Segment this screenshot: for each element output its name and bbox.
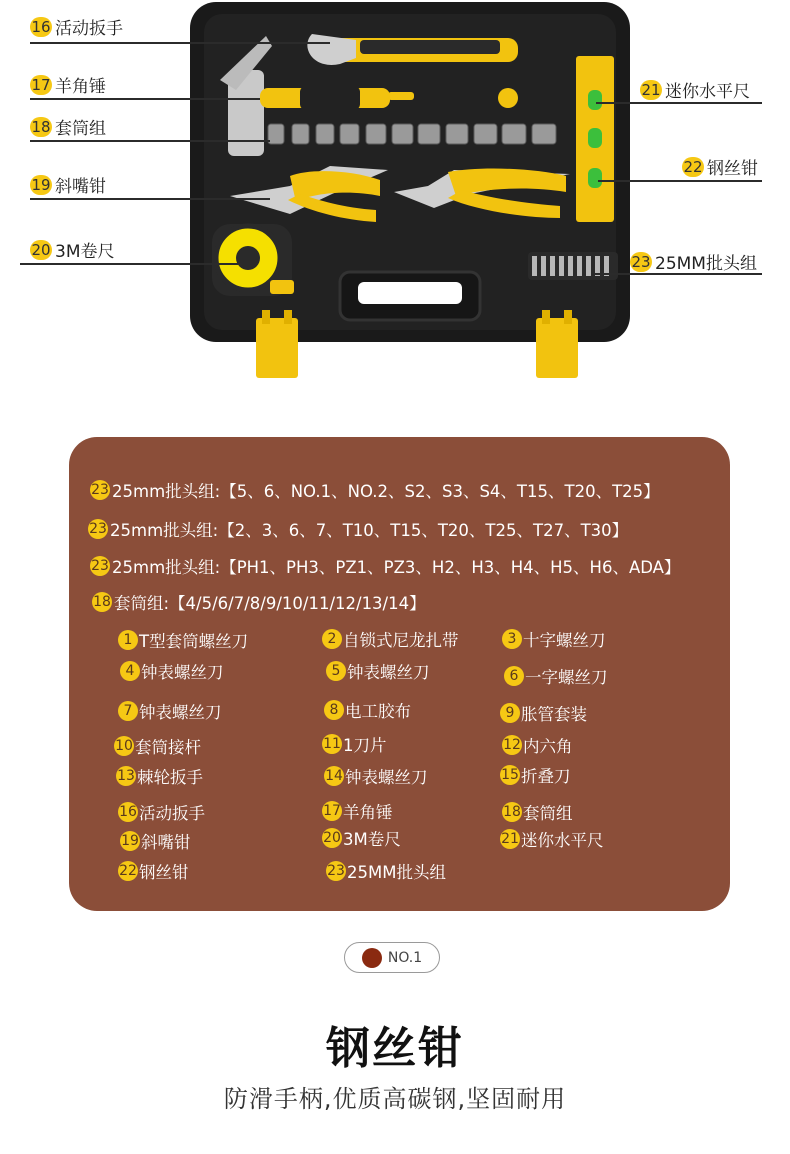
number-badge: 21: [641, 80, 661, 99]
item-label: T型套筒螺丝刀: [139, 632, 249, 651]
list-item: [114, 734, 201, 758]
item-label: 内六角: [523, 737, 573, 756]
number-badge: 2: [322, 629, 342, 649]
callout-mini-level: [640, 77, 750, 102]
item-label: 胀管套装: [521, 705, 587, 724]
spec-row: [90, 554, 680, 578]
list-item: [322, 732, 387, 756]
list-item: [324, 764, 428, 788]
list-item: [500, 701, 587, 725]
callout-bit-set: [630, 249, 757, 274]
item-label: 钟表螺丝刀: [345, 768, 428, 787]
callout-label: 钢丝钳: [707, 159, 758, 179]
item-label: 迷你水平尺: [521, 831, 604, 850]
number-badge: 23: [91, 482, 109, 498]
spec-row: [90, 478, 660, 502]
item-label: 斜嘴钳: [141, 833, 191, 852]
item-label: 25MM批头组: [347, 863, 446, 882]
number-badge: 13: [117, 768, 135, 784]
callout-wire-pliers: [682, 154, 758, 179]
spec-text: 25mm批头组:【5、6、NO.1、NO.2、S2、S3、S4、T15、T20、T25】: [112, 482, 660, 501]
callout-line: [30, 198, 270, 200]
item-label: 钟表螺丝刀: [139, 703, 222, 722]
callout-label: 迷你水平尺: [665, 82, 750, 102]
list-item: [502, 627, 606, 651]
callout-line: [30, 140, 270, 142]
number-badge: 14: [325, 768, 343, 784]
number-badge: 8: [324, 700, 344, 720]
list-item: [500, 827, 604, 851]
number-badge: 20: [323, 830, 341, 846]
list-item: [118, 699, 222, 723]
callout-label: 羊角锤: [55, 77, 106, 97]
number-badge: 7: [118, 701, 138, 721]
product-number-badge: [344, 942, 440, 973]
list-item: [500, 763, 571, 787]
callout-socket-set: [30, 114, 106, 139]
number-badge: 23: [91, 558, 109, 574]
item-label: 羊角锤: [343, 803, 393, 822]
callout-diagonal-pliers: [30, 172, 106, 197]
number-badge: 16: [119, 804, 137, 820]
number-badge: 19: [31, 175, 51, 194]
list-item: [120, 659, 224, 683]
item-label: 套筒组: [523, 804, 573, 823]
spec-text: 套筒组:【4/5/6/7/8/9/10/11/12/13/14】: [114, 594, 426, 613]
item-label: 电工胶布: [345, 702, 411, 721]
number-badge: 17: [323, 803, 341, 819]
spec-row: [88, 517, 628, 541]
list-item: [118, 628, 248, 652]
list-item: [120, 829, 191, 853]
list-item: [502, 800, 573, 824]
item-label: 钟表螺丝刀: [141, 663, 224, 682]
callout-label: 套筒组: [55, 119, 106, 139]
item-label: 套筒接杆: [135, 738, 201, 757]
callout-label: 活动扳手: [55, 19, 123, 39]
item-label: 钟表螺丝刀: [347, 663, 430, 682]
item-label: 自锁式尼龙扎带: [343, 631, 459, 650]
product-subtitle: 防滑手柄,优质高碳钢,坚固耐用: [223, 1085, 567, 1113]
number-badge: 4: [120, 661, 140, 681]
item-label: 一字螺丝刀: [525, 668, 608, 687]
list-item: [502, 733, 573, 757]
item-label: 折叠刀: [521, 767, 571, 786]
number-badge: 22: [683, 157, 703, 176]
number-badge: 15: [501, 767, 519, 783]
callout-line: [598, 180, 762, 182]
list-item: [322, 826, 401, 850]
callout-line: [596, 102, 762, 104]
item-label: 活动扳手: [139, 804, 205, 823]
list-item: [322, 799, 393, 823]
list-item: [326, 859, 446, 883]
number-badge: 18: [31, 117, 51, 136]
callout-line: [30, 98, 260, 100]
item-label: 钢丝钳: [139, 863, 189, 882]
spec-text: 25mm批头组:【2、3、6、7、T10、T15、T20、T25、T27、T30】: [110, 521, 629, 540]
item-label: 棘轮扳手: [137, 768, 203, 787]
spec-text: 25mm批头组:【PH1、PH3、PZ1、PZ3、H2、H3、H4、H5、H6、ADA】: [112, 558, 681, 577]
callout-label: 3M卷尺: [55, 242, 115, 262]
number-badge: 5: [326, 661, 346, 681]
badge-dot: [362, 948, 382, 968]
list-item: [324, 698, 411, 722]
callout-claw-hammer: [30, 72, 106, 97]
number-badge: 17: [31, 75, 51, 94]
spec-row: [92, 590, 426, 614]
number-badge: 9: [500, 703, 520, 723]
number-badge: 10: [115, 738, 133, 754]
item-label: 3M卷尺: [343, 830, 401, 849]
number-badge: 23: [631, 252, 651, 271]
number-badge: 23: [89, 521, 107, 537]
list-item: [118, 800, 205, 824]
item-label: 十字螺丝刀: [523, 631, 606, 650]
badge-label: NO.1: [387, 949, 423, 966]
number-badge: 3: [502, 629, 522, 649]
number-badge: 12: [503, 737, 521, 753]
callout-adjustable-wrench: [30, 14, 123, 39]
toolbox-photo: [0, 0, 790, 400]
list-item: [118, 859, 189, 883]
number-badge: 19: [121, 833, 139, 849]
number-badge: 16: [31, 17, 51, 36]
number-badge: 21: [501, 831, 519, 847]
product-title: 钢丝钳: [326, 1023, 464, 1074]
list-item: [322, 627, 459, 651]
number-badge: 22: [119, 863, 137, 879]
item-label: 1刀片: [343, 736, 387, 755]
number-badge: 1: [118, 630, 138, 650]
callout-tape-measure: [30, 237, 114, 262]
callout-line: [20, 263, 242, 265]
number-badge: 6: [504, 666, 524, 686]
list-item: [326, 659, 430, 683]
number-badge: 18: [503, 804, 521, 820]
list-item: [116, 764, 203, 788]
callout-label: 25MM批头组: [655, 254, 757, 274]
number-badge: 23: [327, 863, 345, 879]
number-badge: 18: [93, 594, 111, 610]
number-badge: 11: [323, 736, 341, 752]
callout-line: [30, 42, 330, 44]
list-item: [504, 664, 608, 688]
number-badge: 20: [31, 240, 51, 259]
callout-label: 斜嘴钳: [55, 177, 106, 197]
